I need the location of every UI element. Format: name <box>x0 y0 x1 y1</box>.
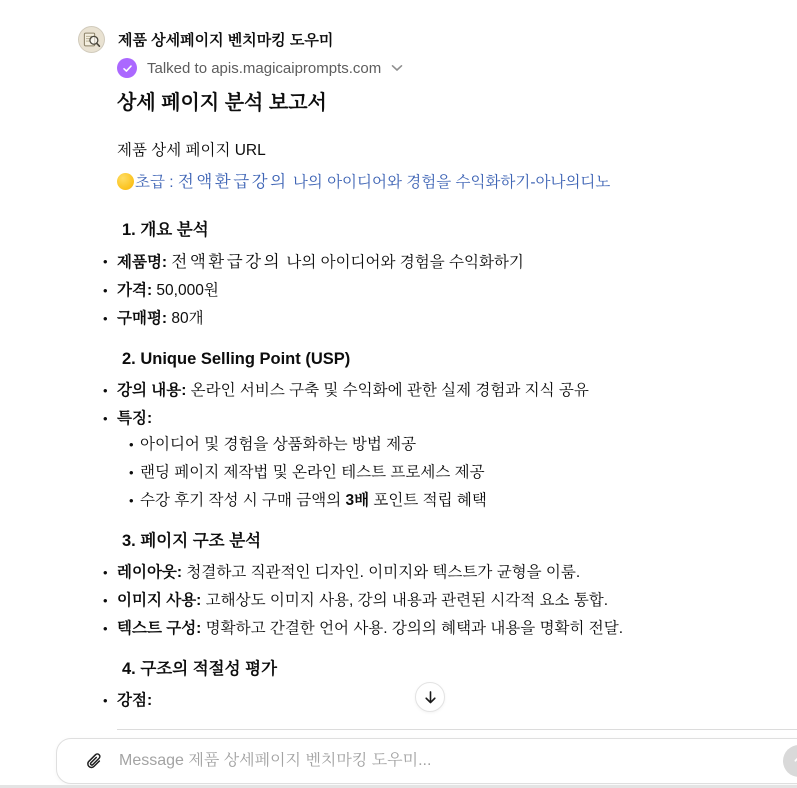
check-icon <box>117 58 137 78</box>
list-item: • 강의 내용: 온라인 서비스 구축 및 수익화에 관한 실제 경험과 지식 공유 <box>103 380 727 402</box>
product-link[interactable] <box>117 174 610 191</box>
report-sections <box>117 219 727 712</box>
message-input[interactable] <box>119 752 797 770</box>
list-item: • 이미지 사용: 고해상도 이미지 사용, 강의 내용과 관련된 시각적 요소 통합. <box>103 590 727 612</box>
composer[interactable] <box>56 738 797 784</box>
list-item: • 특징: • 아이디어 및 경험을 상품화하는 방법 제공 • 랜딩 페이지 제작법 및 온라인 테스트 프로세스 제공 • 수강 후기 작성 시 구매 금액의 3배 포인트 적립 혜택 <box>103 408 727 512</box>
bullet-list <box>103 562 727 640</box>
bullet-list <box>103 380 727 512</box>
bullet-list <box>103 251 727 330</box>
link-rest: 나의 아이디어와 경험을 수익화하기-아나의디노 <box>288 174 611 191</box>
list-item: • 구매평: 80개 <box>103 308 727 330</box>
composer-area <box>0 730 797 788</box>
arrow-up-icon <box>792 754 797 769</box>
list-item: • 강점: <box>103 690 727 712</box>
list-item: • 랜딩 페이지 제작법 및 온라인 테스트 프로세스 제공 <box>129 462 727 484</box>
list-item: • 아이디어 및 경험을 상품화하는 방법 제공 <box>129 434 727 456</box>
section-heading: 2. Unique Selling Point (USP) <box>122 350 351 368</box>
list-item: • 텍스트 구성: 명확하고 간결한 언어 사용. 강의의 혜택과 내용을 명확히 전달. <box>103 618 727 640</box>
bullet-list <box>129 434 727 512</box>
section-heading: 1. 개요 분석 <box>122 221 209 239</box>
link-prefix: 초급 : <box>135 174 178 191</box>
scroll-to-bottom-button[interactable] <box>415 682 445 712</box>
list-item: • 제품명: 전액환급강의 나의 아이디어와 경험을 수익화하기 <box>103 251 727 274</box>
paperclip-icon[interactable] <box>84 751 105 772</box>
arrow-down-icon <box>423 690 438 705</box>
plugin-badge-label: Talked to apis.magicaiprompts.com <box>147 59 382 77</box>
link-fancy-text: 전액환급강의 <box>177 172 289 191</box>
list-item: • 레이아웃: 청결하고 직관적인 디자인. 이미지와 텍스트가 균형을 이룸. <box>103 562 727 584</box>
assistant-message <box>117 58 727 718</box>
url-section-label: 제품 상세 페이지 URL <box>117 142 266 159</box>
assistant-message-header <box>78 26 333 53</box>
magnifier-icon <box>82 30 101 49</box>
plugin-badge[interactable] <box>117 58 727 78</box>
yellow-circle-icon <box>117 173 134 190</box>
list-item: • 가격: 50,000원 <box>103 280 727 302</box>
gpt-name: 제품 상세페이지 벤치마킹 도우미 <box>118 32 334 49</box>
list-item: • 수강 후기 작성 시 구매 금액의 3배 포인트 적립 혜택 <box>129 490 727 512</box>
chevron-down-icon[interactable] <box>391 64 403 72</box>
gpt-avatar[interactable] <box>78 26 105 53</box>
product-link-line <box>117 170 727 195</box>
section-heading: 4. 구조의 적절성 평가 <box>122 660 278 678</box>
section-heading: 3. 페이지 구조 분석 <box>122 532 262 550</box>
report-title: 상세 페이지 분석 보고서 <box>117 92 327 114</box>
